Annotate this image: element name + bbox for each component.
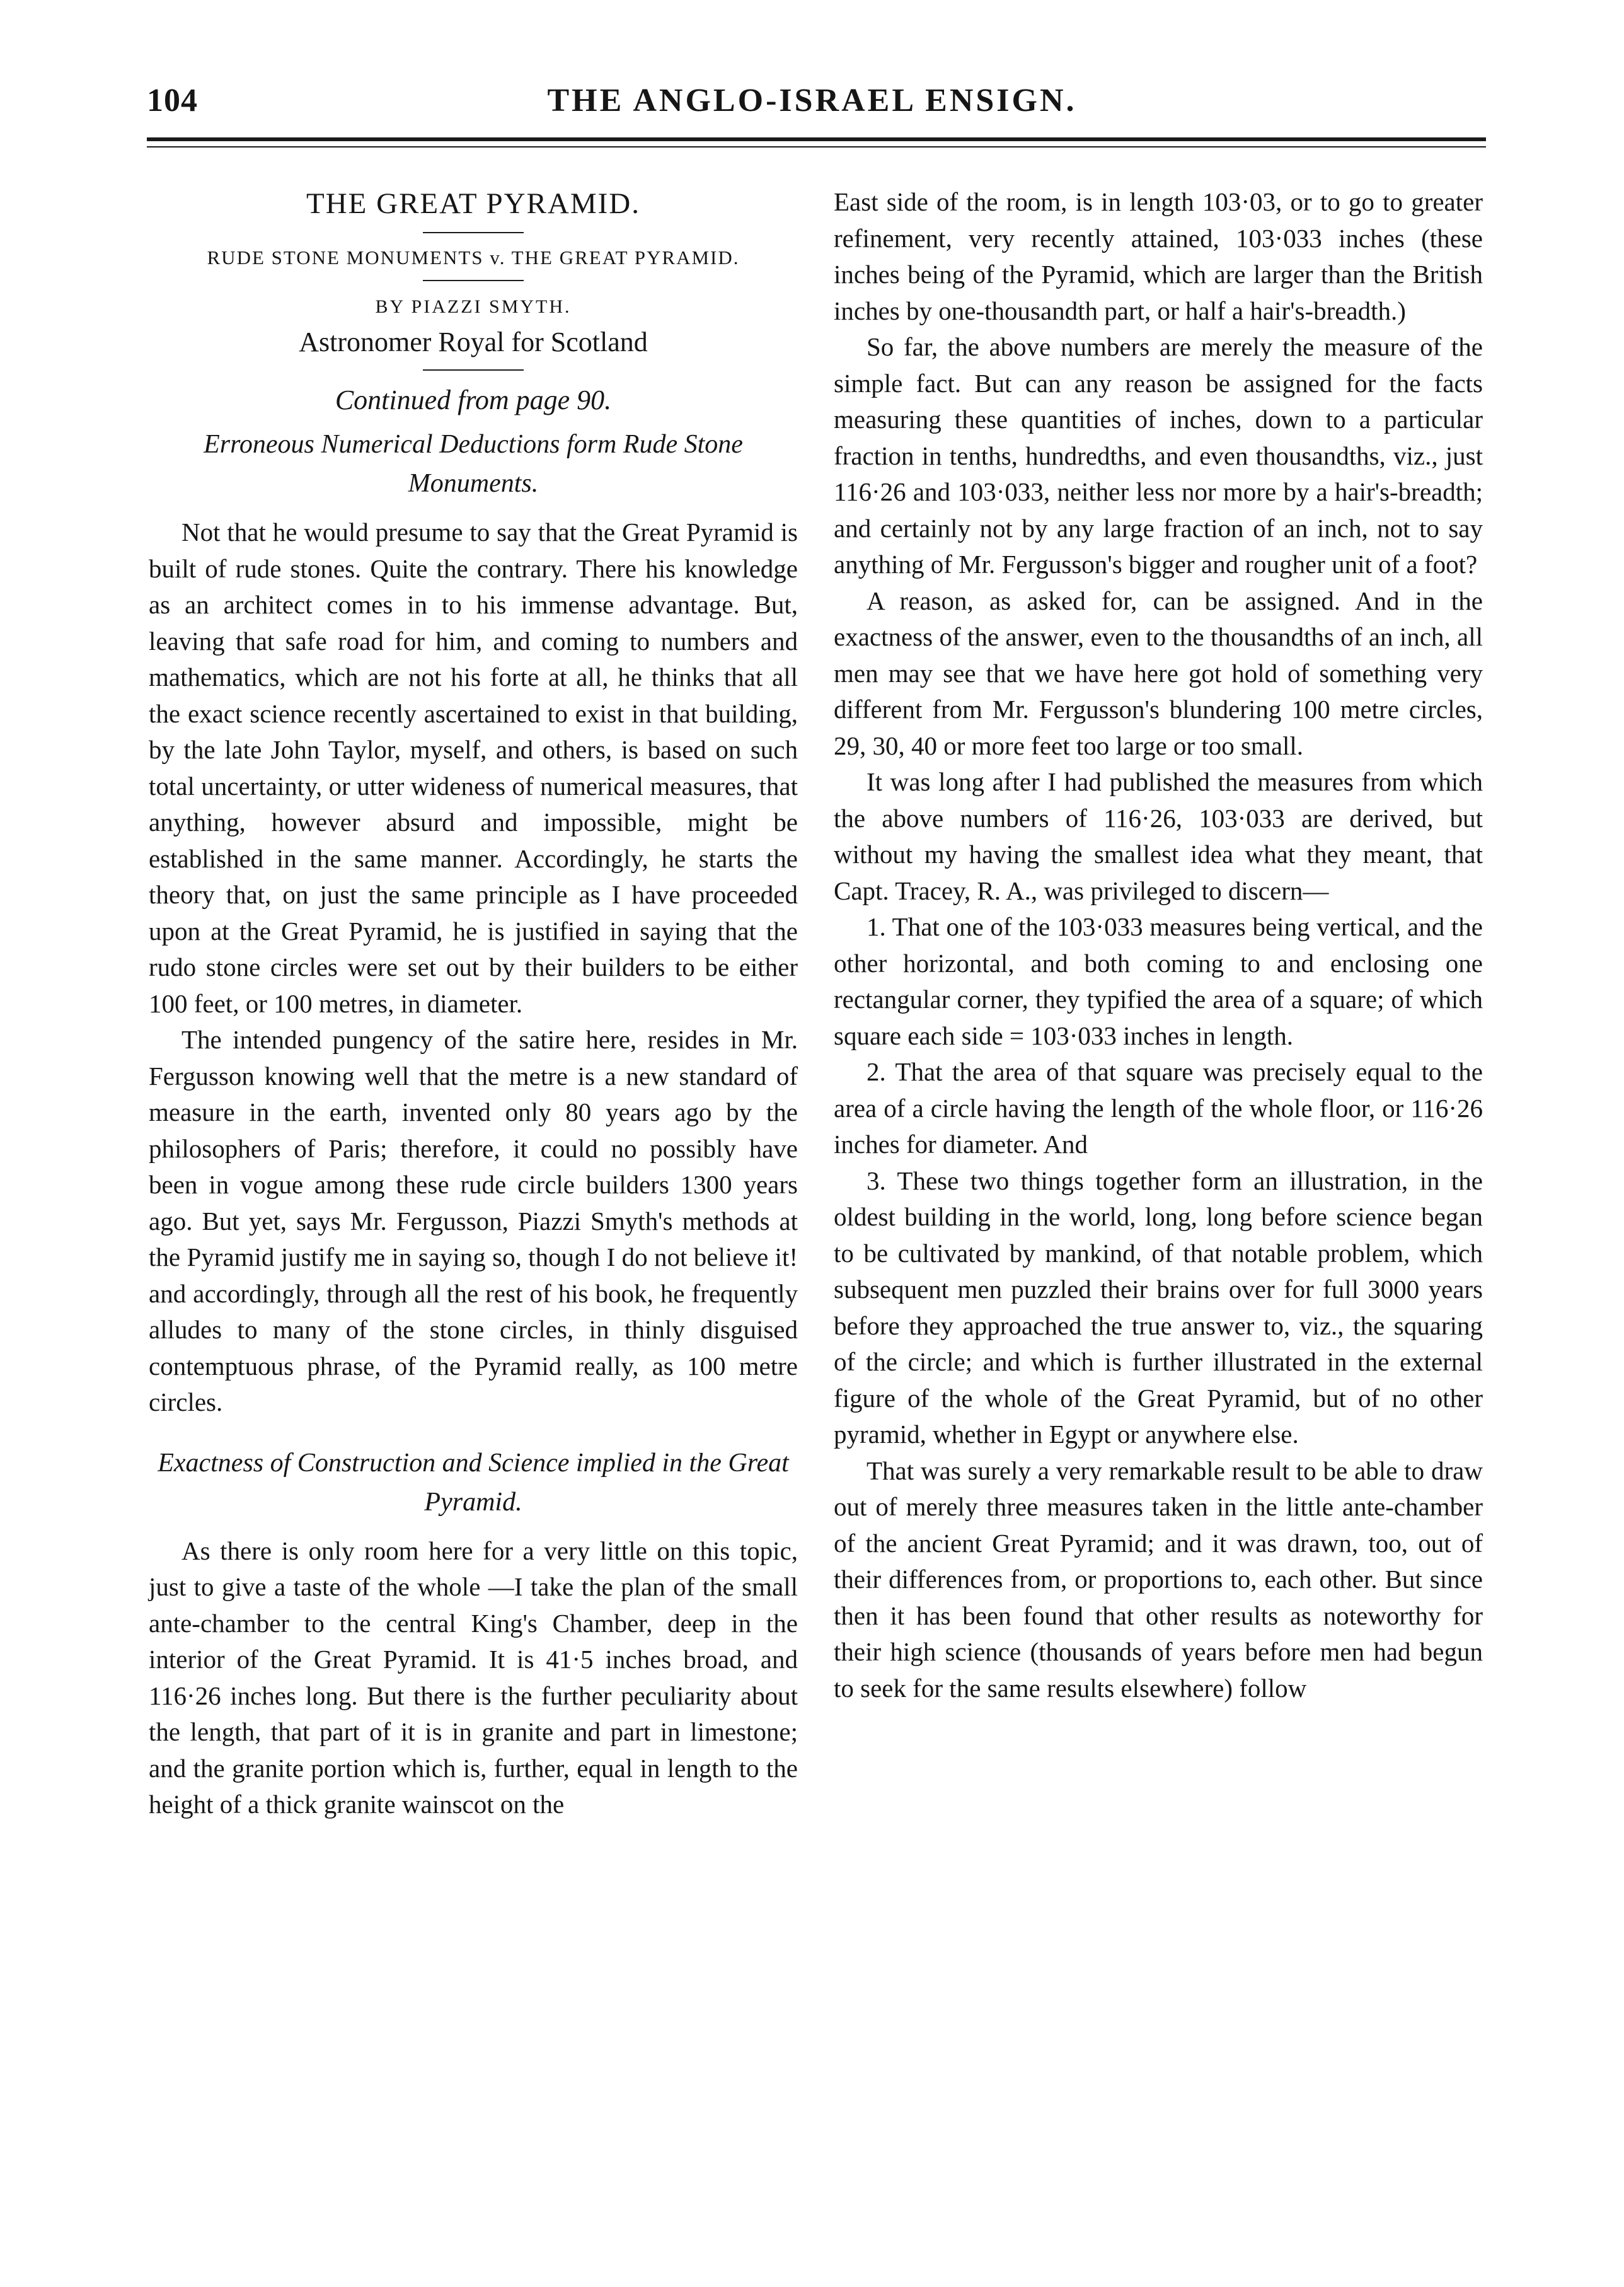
author-divider <box>423 369 524 371</box>
paragraph: 1. That one of the 103·033 measures being vertical, and the other horizontal, and both coming to and enclosing one rectangular corner, they typified the area of a square; of which square each side = 103·033 inches in length. <box>834 912 1483 1050</box>
article-subtitle: RUDE STONE MONUMENTS v. THE GREAT PYRAMID. <box>207 246 740 269</box>
author-title: Astronomer Royal for Scotland <box>299 327 648 357</box>
paragraph: So far, the above numbers are merely the measure of the simple fact. But can any reason be assigned for the facts measuring these quantities of inches, down to a particular fraction in tenths, hundredths, and even thousandths, viz., just 116·26 and 103·033, neither less nor more by a hair's-breadth; and certainly not by any large fraction of an inch, not to say anything of Mr. Fergusson's bigger and rougher unit of a foot? <box>834 332 1483 579</box>
article-title: THE GREAT PYRAMID. <box>306 187 640 220</box>
subtitle-divider <box>423 280 524 281</box>
paragraph: The intended pungency of the satire here, resides in Mr. Fergusson knowing well that the metre is a new standard of measure in the earth, invented only 80 years ago by the philosophers of Paris; therefore, it could no possibly have been in vogue among these rude circle builders 1300 years ago. But yet, says Mr. Fergusson, Piazzi Smyth's methods at the Pyramid justify me in saying so, though I do not believe it! and accordingly, through all the rest of his book, he frequently alludes to many of the stone circles, in thinly disguised contemptuous phrase, of the Pyramid really, as 100 metre circles. <box>149 1025 798 1416</box>
title-divider <box>423 232 524 233</box>
byline: BY PIAZZI SMYTH. <box>375 296 572 317</box>
header-rule-thick <box>147 137 1486 141</box>
paragraph: 2. That the area of that square was precisely equal to the area of a circle having the length of the whole floor, or 116·26 inches for diameter. And <box>834 1057 1483 1159</box>
left-column <box>149 184 798 1823</box>
right-column <box>834 184 1483 1706</box>
paragraph: As there is only room here for a very little on this topic, just to give a taste of the whole —I take the plan of the small ante-chamber to the central King's Chamber, deep in the interior of the Great Pyramid. It is 41·5 inches broad, and 116·26 inches long. But there is the further peculiarity about the length, that part of it is in granite and part in limestone; and the granite portion which is, further, equal in length to the height of a thick granite wainscot on the <box>149 1536 798 1819</box>
paragraph: East side of the room, is in length 103·03, or to go to greater refinement, very recently attained, 103·033 inches (these inches being of the Pyramid, which are larger than the British inches by one-thousandth part, or half a hair's-breadth.) <box>834 187 1483 325</box>
page-number: 104 <box>147 83 198 119</box>
paragraph: That was surely a very remarkable result to be able to draw out of merely three measures taken in the little ante-chamber of the ancient Great Pyramid; and it was drawn, too, out of their differences from, or proportions to, each other. But since then it has been found that other results as noteworthy for their high science (thousands of years before men had begun to seek for the same results elsewhere) follow <box>834 1456 1483 1703</box>
paragraph: 3. These two things together form an illustration, in the oldest building in the world, long, long before science began to be cultivated by mankind, of that notable problem, which subsequent men puzzled their brains over for full 3000 years before they approached the true answer to, viz., the squaring of the circle; and which is further illustrated in the external figure of the whole of the Great Pyramid, but of no other pyramid, whether in Egypt or anywhere else. <box>834 1166 1483 1449</box>
running-head: THE ANGLO-ISRAEL ENSIGN. <box>547 83 1077 119</box>
paragraph: A reason, as asked for, can be assigned. And in the exactness of the answer, even to the thousandths of an inch, all men may see that we have here got hold of something very different from Mr. Fergusson's blundering 100 metre circles, 29, 30, 40 or more feet too large or too small. <box>834 586 1483 760</box>
section-heading-erroneous: Erroneous Numerical Deductions form Rude Stone Monuments. <box>204 430 743 498</box>
paragraph: Not that he would presume to say that the Great Pyramid is built of rude stones. Quite the contrary. There his knowledge as an architect comes in to his immense advantage. But, leaving that safe road for him, and coming to numbers and mathematics, which are not his forte at all, he thinks that all the exact science recently ascertained to exist in that building, by the late John Taylor, myself, and others, is based on such total uncertainty, or utter wideness of numerical measures, that anything, however absurd and impossible, might be established in the same manner. Accordingly, he starts the theory that, on just the same principle as I have proceeded upon at the Great Pyramid, he is justified in saying that the rudo stone circles were set out by their builders to be either 100 feet, or 100 metres, in diameter. <box>149 518 798 1018</box>
continued-note: Continued from page 90. <box>335 385 612 415</box>
header-rule-thin <box>147 146 1486 148</box>
section-heading-exactness: Exactness of Construction and Science implied in the Great Pyramid. <box>158 1448 789 1517</box>
paragraph: It was long after I had published the measures from which the above numbers of 116·26, 103·033 are derived, but without my having the smallest idea what they meant, that Capt. Tracey, R. A., was privileged to discern— <box>834 767 1483 905</box>
